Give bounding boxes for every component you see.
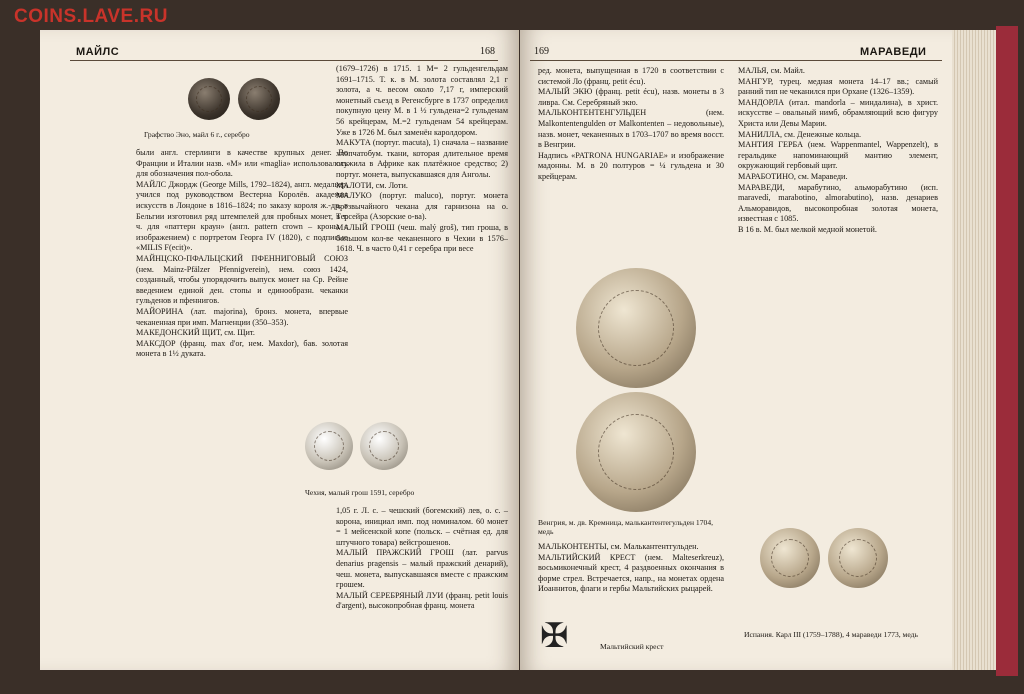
- entry: (1679–1726) в 1715. 1 M= 2 гульденгельдам 1691–1715. Т. к. в М. золота составлял 2,1 г золота, а ч. весом около 7,17 г, имперский монетный съезд в Регенсбурге в 1737 определил покупную цену М. в 1 ½ гульдена=2 гульденам 56 крейцерам, М.=2 гульденам 54 крейцерам. Уже в 1726 М. был заменён каролдором.: [336, 64, 508, 137]
- entry: МАКСДОР (франц. max d'or, нем. Maxdor), бав. золотая монета в 1½ дуката.: [136, 338, 348, 359]
- coin-image: [576, 268, 696, 388]
- entry: МАКЕДОНСКИЙ ЩИТ, см. Щит.: [136, 328, 255, 338]
- entry: МАЙЛС Джордж (George Mills, 1792–1824), англ. медальер, учился под руководством Вестерна Королёв. академия искусств в Лондоне в 1816–1824; по заказу короля ж.-др. в Бельгии изготовил ряд штемпелей для пробных монет, в т. ч. для «паттерн краун» (англ. pattern crown – кроны с изображением) с портретом Георга IV (1820), с подписью «MILIS F(ecit)».: [136, 179, 348, 253]
- entry: были англ. стерлинги в качестве крупных денег. Во Франции и Италии назв. «M» или «maglia» использовалось для обозначения пол-обола.: [136, 148, 348, 179]
- right-column-2: [738, 66, 938, 522]
- entry: МАЛЫЙ ЭКЮ (франц. petit écu), назв. монеты в 3 ливра. См. Серебряный экю.: [538, 87, 724, 107]
- entry: МАНИЛЛА, см. Денежные кольца.: [738, 129, 862, 139]
- coin-image: [760, 528, 820, 588]
- entry: МАЛЬТИЙСКИЙ КРЕСТ (нем. Malteserkreuz), восьмиконечный крест, 4 раздвоенных окончания в форме стрел. Встречается, напр., на монетах ордена Иоаннитов, флаги и гербы Мальтийских рыцарей.: [538, 552, 724, 594]
- left-page: [40, 30, 519, 670]
- entry: 1,05 г. Л. с. – чешский (богемский) лев, о. с. – корона, инициал имп. под номиналом. 60 монет = 1 мейсенской копе (польск. – счётная ед. для штучного товара) вейсгрошенов.: [336, 506, 508, 547]
- entry: МАЛЬКОНТЕНТЫ, см. Малькантентгульден.: [538, 542, 699, 551]
- coin-image: [305, 422, 353, 470]
- entry: МАЛОТИ, см. Лоти.: [336, 180, 408, 190]
- entry: МАРАВЕДИ, марабутино, альморабутино (исп. maravedí, marabotino, almorabutino), назв. денариев Альморавидов, высокопробная золотая монета, известная с 1085.: [738, 182, 938, 224]
- open-book: [40, 30, 1018, 682]
- entry: МАНДОРЛА (итал. mandorla – миндалина), в христ. искусстве – овальный нимб, обрамляющий всю фигуру Христа или Девы Марии.: [738, 97, 938, 128]
- left-column-2: [336, 64, 508, 420]
- figure-caption: Мальтийский крест: [600, 642, 664, 651]
- entry: МАЛЫЙ СЕРЕБРЯНЫЙ ЛУИ (франц. petit louis d'argent), высокопробная франц. монета: [336, 590, 508, 611]
- entry: МАЙНЦСКО-ПФАЛЬЦСКИЙ ПФЕННИГОВЫЙ СОЮЗ (нем. Mainz-Pfälzer Pfennigverein), нем. союз 1424, созданный, чтобы упорядочить выпуск монет на Ср. Рейне введением единой ден. стопы и единообразн. чеканки гульденов и пфеннигов.: [136, 253, 348, 306]
- entry: ред. монета, выпущенная в 1720 в соответствии с системой Ло (франц. petit écu).: [538, 66, 724, 86]
- header-rule: [70, 60, 498, 61]
- left-column-1: [136, 148, 348, 662]
- maltese-cross-icon: ✠: [540, 618, 569, 655]
- entry: МАЛЬКОНТЕНТЕНГУЛЬДЕН (нем. Malkontentengulden от Malkontenten – недовольные), назв. монет, чеканенных в 1703–1707 во время восст. в Венгрии.: [538, 108, 724, 150]
- figure-caption: Чехия, малый грош 1591, серебро: [305, 488, 415, 497]
- coin-image: [828, 528, 888, 588]
- entry: МАКУТА (португ. macuta), 1) сначала – название хлопчатобум. ткани, которая длительное время служила в Африке как платёжное средство; 2) португ. монета, выпускавшаяся для Анголы.: [336, 138, 508, 179]
- entry: МАЛУКО (португ. maluco), португ. монета чрезвычайного чекана для гарнизона на о. Терсейра (Азорские о-ва).: [336, 191, 508, 222]
- page-number-right: 169: [534, 46, 549, 57]
- right-page: [520, 30, 952, 670]
- coin-image: [188, 78, 230, 120]
- page-edges: [952, 30, 996, 670]
- entry: МАНГУР, турец. медная монета 14–17 вв.; самый ранний тип не чеканился при Орхане (1326–1359).: [738, 76, 938, 97]
- coin-image: [238, 78, 280, 120]
- entry: Надпись «PATRONA HUNGARIAE» и изображение мадонны. М. в 20 полтуров = ¼ гульдена и 30 крейцерам.: [538, 150, 724, 181]
- header-rule: [530, 60, 942, 61]
- book-cover: [996, 26, 1018, 676]
- figure-caption: Венгрия, м. дв. Кремница, малькантентегульден 1704, медь: [538, 518, 714, 536]
- entry: В 16 в. М. был мелкой медной монетой.: [738, 224, 877, 234]
- running-head-left: МАЙЛС: [76, 46, 120, 58]
- coin-image: [576, 392, 696, 512]
- coin-image: [360, 422, 408, 470]
- running-head-right: МАРАВЕДИ: [860, 46, 927, 58]
- figure-caption: Графство Эно, майл 6 г., серебро: [144, 130, 250, 139]
- entry: МАРАБОТИНО, см. Мараведи.: [738, 171, 848, 181]
- entry: МАЛЫЙ ГРОШ (чеш. malý groš), тип гроша, в большом кол-ве чеканенного в Чехии в 1576–1618. Ч. в часто 0,41 г серебра при весе: [336, 222, 508, 254]
- entry: МАНТИЯ ГЕРБА (нем. Wappenmantel, Wappenzelt), в геральдике напоминающий мантию элемент, окружающий гербовый щит.: [738, 140, 938, 171]
- page-number-left: 168: [480, 46, 495, 57]
- right-column-1: [538, 66, 724, 266]
- entry: МАЛЬЯ, см. Майл.: [738, 66, 805, 75]
- figure-caption: Испания. Карл III (1759–1788), 4 мараведи 1773, медь: [744, 630, 918, 639]
- watermark: COINS.LAVE.RU: [14, 6, 168, 27]
- entry: МАЛЫЙ ПРАЖСКИЙ ГРОШ (лат. parvus denarius pragensis – малый пражский денарий), чеш. монета, выпускавшаяся вместе с пражским грошем.: [336, 548, 508, 590]
- left-column-2-bottom: [336, 506, 508, 666]
- entry: МАЙОРИНА (лат. majorina), бронз. монета, впервые чеканенная при имп. Магненции (350–353).: [136, 306, 348, 327]
